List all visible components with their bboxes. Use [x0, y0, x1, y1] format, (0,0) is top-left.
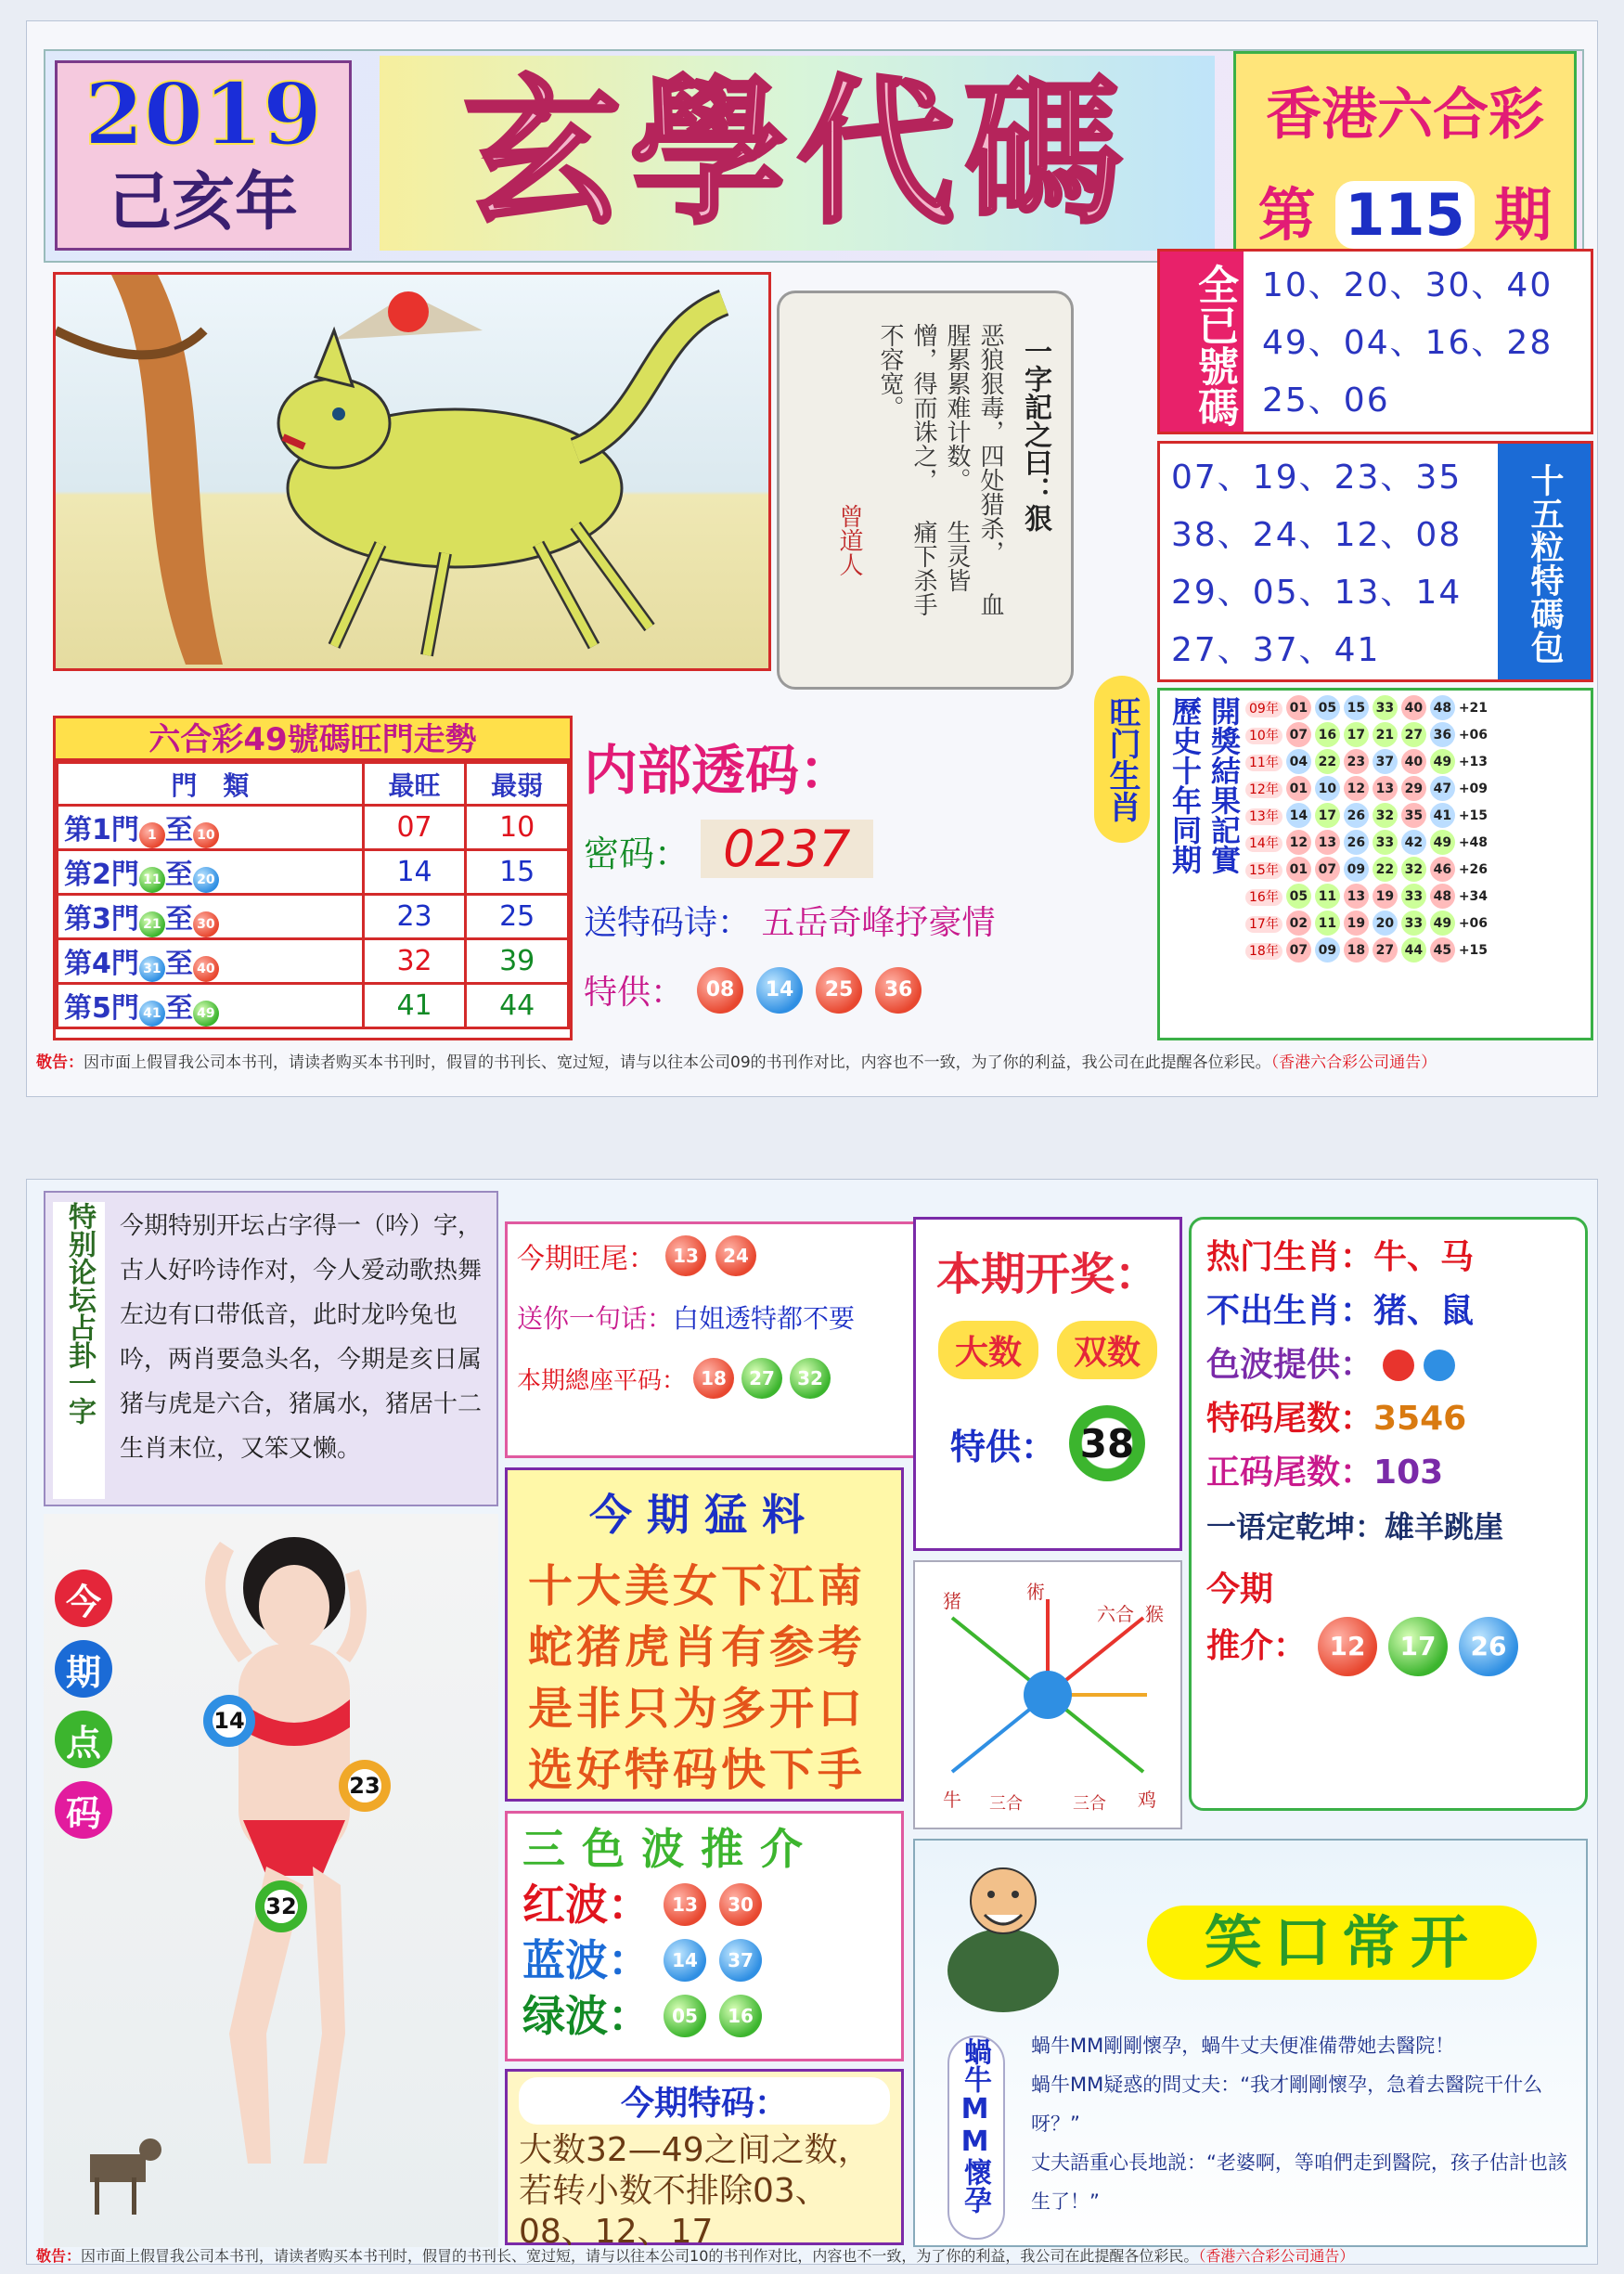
- compass-box: [913, 1560, 1182, 1829]
- tail-value: 3546: [1373, 1400, 1467, 1438]
- history-ball: 22: [1315, 749, 1340, 774]
- three-color-box: [505, 1811, 904, 2061]
- range-to-ball: 49: [193, 1001, 219, 1027]
- model-photo-area: [44, 1514, 498, 2247]
- history-ball: 37: [1373, 749, 1398, 774]
- history-year: 10年: [1245, 728, 1282, 744]
- cold-number: 10: [466, 806, 569, 850]
- history-row: [1244, 829, 1489, 856]
- year-label: 2019: [84, 64, 323, 164]
- this-issue-box: [505, 1221, 934, 1458]
- trend-header-hot: 最旺: [363, 763, 466, 806]
- today-point-ball: 23: [339, 1760, 391, 1812]
- history-ball: 26: [1344, 830, 1369, 855]
- trend-header-door: 門 類: [58, 763, 364, 806]
- fifteen-row-1: 07、19、23、35: [1171, 459, 1463, 497]
- history-ball: 16: [1315, 722, 1340, 747]
- history-table: [1244, 694, 1489, 963]
- poem-line-4: 痛下杀手不容宽。: [876, 323, 937, 616]
- cold-number: 15: [466, 850, 569, 895]
- issue-prefix: 第: [1257, 181, 1316, 249]
- notice-prefix: 敬告：: [36, 1053, 84, 1072]
- trend-row: [58, 984, 569, 1028]
- today-points-label: [55, 1570, 112, 1839]
- blue-wave-ball: 14: [664, 1939, 706, 1982]
- compass-top-left: 猪: [943, 1590, 961, 1612]
- history-ball: 05: [1315, 695, 1340, 720]
- history-year: 17年: [1245, 916, 1282, 933]
- history-ball: 13: [1373, 776, 1398, 801]
- final-phrase-value: 雄羊跳崖: [1385, 1509, 1504, 1544]
- special-label: 特供：: [584, 974, 685, 1012]
- phrase-row: [508, 1287, 931, 1347]
- green-wave-row: [522, 1988, 886, 2044]
- today-points-char: 点: [55, 1711, 112, 1768]
- history-ball: 09: [1315, 937, 1340, 963]
- range-from-ball: 1: [139, 822, 165, 848]
- history-ball: 09: [1344, 857, 1369, 882]
- history-row: [1244, 748, 1489, 775]
- door-name: 第3門: [64, 903, 139, 936]
- joke-text: [1031, 2026, 1569, 2221]
- joke-line: 丈夫語重心長地説：“老婆啊，等咱們走到醫院，孩子估計也該生了！”: [1031, 2151, 1567, 2213]
- range-word: 至: [164, 859, 193, 891]
- recommend-row: [1206, 1617, 1570, 1676]
- today-points-char: 码: [55, 1781, 112, 1839]
- draw-special-label: 特供：: [949, 1426, 1056, 1467]
- trend-table-box: [53, 716, 573, 1040]
- joke-title: 笑口常开: [1147, 1906, 1537, 1980]
- main-tail-label: 正码尾数：: [1206, 1454, 1374, 1492]
- kill-list: [1262, 257, 1553, 430]
- code-value: 0237: [701, 820, 872, 878]
- history-ball: 11: [1315, 911, 1340, 936]
- trend-table: [56, 761, 570, 1029]
- door-name: 第4門: [64, 948, 139, 980]
- history-ball: 47: [1430, 776, 1455, 801]
- poem-line-2: 血腥累累难计数。: [943, 323, 1004, 616]
- history-ball: 48: [1430, 695, 1455, 720]
- history-ball: 21: [1373, 722, 1398, 747]
- forum-text: 今期特别开坛占字得一（吟）字，古人好吟诗作对，今人爱动歌热舞左边有口带低音，此时龙吟兔也吟，两肖要急头名，今期是亥日属猪与虎是六合，猪属水，猪居十二生肖末位，又笨又懒。: [120, 1212, 483, 1463]
- final-phrase-label: 一语定乾坤：: [1206, 1509, 1386, 1544]
- history-ball: 27: [1401, 722, 1426, 747]
- history-ball: 18: [1344, 937, 1369, 963]
- poem-scroll: [777, 291, 1074, 690]
- history-label-left: 歷史十年同期: [1167, 696, 1203, 874]
- history-ball: 05: [1286, 884, 1311, 909]
- fifteen-label: 十五粒特碼包中: [1498, 444, 1591, 679]
- insider-section: [584, 727, 1141, 1042]
- history-ball: 33: [1401, 911, 1426, 936]
- draw-even: 双数: [1057, 1321, 1157, 1379]
- blue-wave-ball: 37: [719, 1939, 762, 1982]
- kill-numbers-box: [1157, 249, 1593, 434]
- compass-bottom-mid1: 三合: [989, 1794, 1023, 1814]
- scroll-author: 曾道人: [835, 504, 863, 576]
- door-name: 第1門: [64, 814, 139, 846]
- tail-row: [1206, 1392, 1570, 1446]
- trend-title: 六合彩49號碼旺門走勢: [56, 718, 570, 761]
- none-zodiac-value: 猪、鼠: [1373, 1292, 1475, 1330]
- color-row: [1206, 1338, 1570, 1392]
- range-from-ball: 41: [139, 1001, 165, 1027]
- history-ball: 45: [1430, 937, 1455, 963]
- notice-text: 因市面上假冒我公司本书刊，请读者购买本书刊时，假冒的书刊长、宽过短，请与以往本公司09的书刊作对比，内容也不一致，为了你的利益，我公司在此提醒各位彩民。: [84, 1053, 1271, 1072]
- hot-tail-ball: 13: [665, 1235, 706, 1276]
- history-ball: 01: [1286, 695, 1311, 720]
- draw-tags: [916, 1321, 1179, 1379]
- special-ball: 08: [697, 967, 743, 1014]
- hot-number: 07: [363, 806, 466, 850]
- history-ball: 33: [1373, 830, 1398, 855]
- draw-special-ball: 38: [1069, 1405, 1145, 1481]
- hot-tail-label: 今期旺尾：: [517, 1243, 656, 1275]
- history-ball: 15: [1344, 695, 1369, 720]
- year-name: 己亥年: [108, 165, 298, 239]
- history-special: +15: [1458, 942, 1489, 958]
- issue-suffix: 期: [1494, 181, 1553, 249]
- history-year: 14年: [1245, 835, 1282, 852]
- three-color-title: 三色波推介: [522, 1824, 819, 1874]
- history-ball: 12: [1286, 830, 1311, 855]
- history-ball: 23: [1344, 749, 1369, 774]
- red-wave-dot: [1383, 1350, 1414, 1381]
- history-ball: 49: [1430, 749, 1455, 774]
- history-special: +06: [1458, 727, 1489, 743]
- range-to-ball: 20: [193, 867, 219, 893]
- top-notice: [36, 1052, 1595, 1074]
- poem-label: 送特码诗：: [584, 904, 752, 942]
- fifteen-special-box: [1157, 441, 1593, 682]
- insider-code-row: [584, 820, 1141, 878]
- recommend-ball: 26: [1459, 1617, 1518, 1676]
- brand-box: [1233, 51, 1577, 255]
- range-from-ball: 31: [139, 956, 165, 982]
- special-code-box: [505, 2069, 904, 2251]
- history-box: [1157, 688, 1593, 1040]
- history-row: [1244, 856, 1489, 883]
- phrase-label: 送你一句话：: [517, 1303, 674, 1334]
- notice-text: 因市面上假冒我公司本书刊，请读者购买本书刊时，假冒的书刊长、宽过短，请与以往本公司10的书刊作对比，内容也不一致，为了你的利益，我公司在此提醒各位彩民。: [81, 2247, 1199, 2265]
- hot-number: 23: [363, 895, 466, 939]
- range-from-ball: 21: [139, 911, 165, 937]
- range-to-ball: 30: [193, 911, 219, 937]
- draw-big: 大数: [938, 1321, 1038, 1379]
- fierce-line: 是非只为多开口: [528, 1683, 867, 1735]
- total-row: [508, 1347, 931, 1410]
- total-ball: 32: [790, 1358, 831, 1399]
- range-word: 至: [164, 903, 193, 936]
- history-special: +34: [1458, 888, 1489, 904]
- fierce-line: 选好特码快下手: [528, 1744, 867, 1796]
- hot-zodiac-row: [1206, 1231, 1570, 1285]
- joke-label: 蝸牛MM懷孕: [947, 2035, 1005, 2240]
- notice-sign: （香港六合彩公司通告）: [1270, 1053, 1437, 1072]
- history-special: +06: [1458, 915, 1489, 931]
- draw-title: 本期开奖：: [935, 1248, 1159, 1300]
- history-year: 15年: [1245, 862, 1282, 879]
- fifteen-row-3: 29、05、13、14: [1171, 574, 1463, 612]
- history-ball: 07: [1286, 937, 1311, 963]
- red-wave-ball: 13: [664, 1883, 706, 1926]
- history-special: +48: [1458, 834, 1489, 850]
- cold-number: 39: [466, 939, 569, 984]
- red-wave-label: 红波：: [522, 1880, 651, 1930]
- fierce-title: 今期猛料: [589, 1490, 819, 1540]
- history-year: 12年: [1245, 782, 1282, 798]
- history-ball: 40: [1401, 749, 1426, 774]
- special-code-text: 大数32—49之间之数，若转小数不排除03、08、12、17: [519, 2131, 871, 2251]
- joke-line: 蝸牛MM疑惑的問丈夫：“我才剛剛懷孕，急着去醫院干什么呀？”: [1031, 2074, 1543, 2135]
- header-banner: [44, 49, 1584, 263]
- special-ball: 14: [756, 967, 803, 1014]
- history-special: +26: [1458, 861, 1489, 877]
- fierce-line: 十大美女下江南: [528, 1560, 867, 1612]
- color-label: 色波提供：: [1206, 1346, 1374, 1384]
- history-label-right: 開獎結果記實: [1206, 696, 1242, 874]
- recommend-ball: 17: [1388, 1617, 1448, 1676]
- history-year: 09年: [1245, 701, 1282, 717]
- scroll-poem: [873, 323, 1007, 629]
- cold-number: 25: [466, 895, 569, 939]
- recommend-label-a: 今期: [1206, 1570, 1274, 1609]
- hot-zodiac-value: 牛、马: [1373, 1238, 1475, 1276]
- code-label: 密码：: [584, 833, 690, 874]
- door-name: 第2門: [64, 859, 139, 891]
- fierce-lines: [508, 1556, 901, 1801]
- history-ball: 48: [1430, 884, 1455, 909]
- total-ball: 27: [741, 1358, 782, 1399]
- history-ball: 32: [1401, 857, 1426, 882]
- joke-box: [913, 1839, 1588, 2247]
- compass-top-mid: 術: [1026, 1581, 1045, 1603]
- history-ball: 13: [1315, 830, 1340, 855]
- history-ball: 42: [1401, 830, 1426, 855]
- history-ball: 33: [1373, 695, 1398, 720]
- history-ball: 10: [1315, 776, 1340, 801]
- history-year: 16年: [1245, 889, 1282, 906]
- hot-number: 14: [363, 850, 466, 895]
- history-row: [1244, 883, 1489, 910]
- history-ball: 01: [1286, 776, 1311, 801]
- history-ball: 26: [1344, 803, 1369, 828]
- forum-label: 特别论坛占卦一字: [53, 1202, 105, 1499]
- main-tail-row: [1206, 1446, 1570, 1500]
- history-ball: 49: [1430, 830, 1455, 855]
- hot-number: 41: [363, 984, 466, 1028]
- joke-line: 蝸牛MM剛剛懷孕，蝸牛丈夫便准備帶她去醫院！: [1031, 2035, 1455, 2057]
- history-ball: 22: [1373, 857, 1398, 882]
- history-ball: 19: [1344, 911, 1369, 936]
- hot-tail-row: [508, 1224, 931, 1287]
- tail-label: 特码尾数：: [1206, 1400, 1374, 1438]
- compass-top-right: 六合: [1097, 1603, 1134, 1625]
- trend-row: [58, 850, 569, 895]
- lucky-zodiac-label: 旺门生肖: [1094, 676, 1150, 843]
- hot-number: 32: [363, 939, 466, 984]
- compass-bottom-right: 鸡: [1138, 1789, 1156, 1811]
- history-ball: 46: [1430, 857, 1455, 882]
- issue-no: 115: [1335, 181, 1474, 249]
- history-special: +09: [1458, 781, 1489, 796]
- green-wave-ball: 05: [664, 1995, 706, 2037]
- today-point-ball: 14: [203, 1695, 255, 1747]
- none-zodiac-row: [1206, 1285, 1570, 1338]
- history-ball: 01: [1286, 857, 1311, 882]
- history-ball: 35: [1401, 803, 1426, 828]
- range-from-ball: 11: [139, 867, 165, 893]
- trend-row: [58, 806, 569, 850]
- history-year: 11年: [1245, 755, 1282, 771]
- fifteen-row-2: 38、24、12、08: [1171, 516, 1463, 554]
- poem-value: 五岳奇峰抒豪情: [761, 904, 996, 942]
- bottom-sheet: [26, 1179, 1598, 2265]
- history-ball: 11: [1315, 884, 1340, 909]
- top-sheet: [26, 20, 1598, 1097]
- history-row: [1244, 721, 1489, 748]
- fierce-line: 蛇猪虎肖有参考: [528, 1622, 867, 1673]
- total-ball: 18: [693, 1358, 734, 1399]
- bottom-notice: [36, 2245, 1595, 2268]
- phrase-value: 白姐透特都不要: [673, 1303, 856, 1334]
- trend-header-cold: 最弱: [466, 763, 569, 806]
- range-word: 至: [164, 992, 193, 1025]
- range-word: 至: [164, 814, 193, 846]
- brand-name: 香港六合彩: [1266, 83, 1544, 148]
- wolf-illustration: [53, 272, 771, 671]
- history-ball: 36: [1430, 722, 1455, 747]
- trend-row: [58, 939, 569, 984]
- wolf-picture: [56, 275, 768, 668]
- none-zodiac-label: 不出生肖：: [1206, 1292, 1374, 1330]
- history-row: [1244, 694, 1489, 721]
- range-to-ball: 40: [193, 956, 219, 982]
- hot-zodiac-label: 热门生肖：: [1206, 1238, 1374, 1276]
- draw-special-row: [916, 1405, 1179, 1481]
- history-ball: 17: [1344, 722, 1369, 747]
- hot-tail-ball: 24: [715, 1235, 756, 1276]
- green-wave-label: 绿波：: [522, 1991, 651, 2041]
- history-row: [1244, 802, 1489, 829]
- blue-wave-label: 蓝波：: [522, 1935, 651, 1985]
- cold-number: 44: [466, 984, 569, 1028]
- history-special: +21: [1458, 700, 1489, 716]
- history-ball: 49: [1430, 911, 1455, 936]
- insider-title: 内部透码：: [584, 739, 854, 802]
- kill-row-3: 25、06: [1262, 381, 1390, 420]
- history-row: [1244, 910, 1489, 937]
- range-to-ball: 10: [193, 822, 219, 848]
- special-ball: 25: [816, 967, 862, 1014]
- notice-prefix: 敬告：: [36, 2247, 82, 2265]
- right-info-box: [1189, 1217, 1588, 1811]
- history-ball: 40: [1401, 695, 1426, 720]
- history-ball: 32: [1373, 803, 1398, 828]
- history-ball: 14: [1286, 803, 1311, 828]
- kill-label: 全已號碼: [1160, 252, 1244, 432]
- insider-special-row: [584, 966, 1141, 1014]
- forum-box: [44, 1191, 498, 1506]
- history-year: 18年: [1245, 943, 1282, 960]
- kill-row-1: 10、20、30、40: [1262, 266, 1553, 304]
- history-ball: 27: [1373, 937, 1398, 963]
- blue-wave-row: [522, 1932, 886, 1988]
- money-bag-picture: [934, 1850, 1073, 2017]
- fierce-box: [505, 1467, 904, 1802]
- trend-row: [58, 895, 569, 939]
- history-row: [1244, 775, 1489, 802]
- special-ball: 36: [875, 967, 922, 1014]
- history-ball: 33: [1401, 884, 1426, 909]
- today-point-ball: 32: [255, 1880, 307, 1932]
- history-ball: 07: [1286, 722, 1311, 747]
- red-wave-ball: 30: [719, 1883, 762, 1926]
- history-special: +15: [1458, 808, 1489, 823]
- green-wave-ball: 16: [719, 1995, 762, 2037]
- today-points-char: 今: [55, 1570, 112, 1627]
- year-badge: [55, 60, 352, 251]
- history-ball: 17: [1315, 803, 1340, 828]
- total-label: 本期總座平码：: [517, 1366, 687, 1395]
- history-ball: 07: [1315, 857, 1340, 882]
- compass-right: 猴: [1145, 1603, 1164, 1625]
- compass-bottom-mid2: 三合: [1073, 1794, 1106, 1814]
- poem-line-1: 恶狼狠毒，四处猎杀，: [976, 323, 1004, 564]
- phrase-row-right: [1206, 1500, 1570, 1554]
- range-word: 至: [164, 948, 193, 980]
- today-points-char: 期: [55, 1640, 112, 1698]
- history-ball: 12: [1344, 776, 1369, 801]
- history-ball: 44: [1401, 937, 1426, 963]
- kill-row-2: 49、04、16、28: [1262, 324, 1553, 362]
- scroll-heading: 一字記之曰：狠: [1019, 337, 1051, 532]
- door-name: 第5門: [64, 992, 139, 1025]
- issue-number: [1236, 169, 1574, 252]
- history-ball: 13: [1344, 884, 1369, 909]
- recommend-ball: 12: [1318, 1617, 1377, 1676]
- history-ball: 19: [1373, 884, 1398, 909]
- history-ball: 29: [1401, 776, 1426, 801]
- history-row: [1244, 937, 1489, 963]
- main-tail-value: 103: [1373, 1454, 1444, 1492]
- recommend-label-b: 推介：: [1206, 1627, 1308, 1665]
- insider-poem-row: [584, 897, 1141, 944]
- page-title: 玄學代碼: [380, 56, 1215, 251]
- blue-wave-dot: [1424, 1350, 1455, 1381]
- history-ball: 04: [1286, 749, 1311, 774]
- history-ball: 41: [1430, 803, 1455, 828]
- notice-sign: （香港六合彩公司通告）: [1198, 2247, 1355, 2265]
- history-special: +13: [1458, 754, 1489, 769]
- history-year: 13年: [1245, 808, 1282, 825]
- fifteen-row-4: 27、37、41: [1171, 631, 1381, 669]
- compass-bottom-left: 牛: [943, 1789, 961, 1811]
- poem-line-3: 生灵皆憎，得而诛之，: [909, 323, 971, 592]
- history-ball: 02: [1286, 911, 1311, 936]
- red-wave-row: [522, 1877, 886, 1932]
- draw-box: [913, 1217, 1182, 1551]
- special-code-title: 今期特码：: [519, 2077, 890, 2125]
- history-ball: 20: [1373, 911, 1398, 936]
